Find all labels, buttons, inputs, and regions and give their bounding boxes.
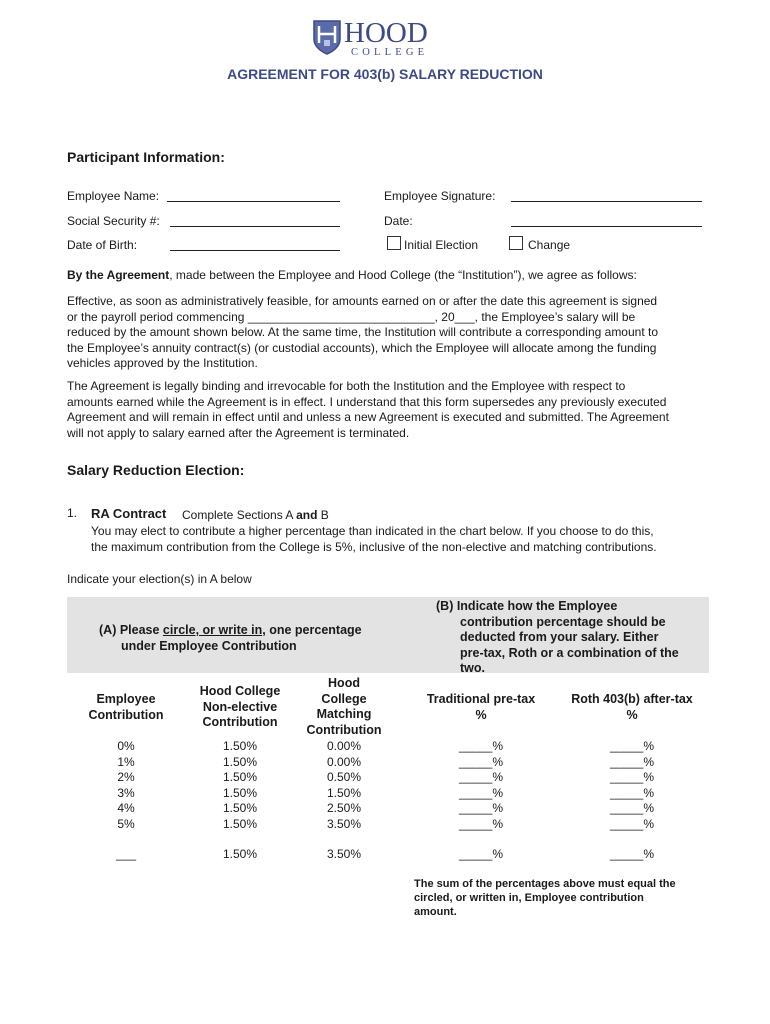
page-title: AGREEMENT FOR 403(b) SALARY REDUCTION xyxy=(227,66,543,82)
section-a-post: one percentage xyxy=(265,623,362,637)
header-pretax xyxy=(416,692,546,723)
header-line: % xyxy=(475,707,487,722)
signature-field[interactable] xyxy=(511,189,702,202)
employee-name-field[interactable] xyxy=(167,189,340,202)
pretax-input[interactable]: _____% xyxy=(458,816,504,831)
header-line: % xyxy=(626,707,638,722)
header-nonelective xyxy=(185,684,295,731)
roth-input[interactable]: _____% xyxy=(609,801,655,816)
hood-college-logo xyxy=(312,18,438,60)
employee-option[interactable]: 2% xyxy=(117,770,135,785)
agreement-paragraph-1 xyxy=(67,294,707,372)
paragraph-line: will not apply to salary earned after the Agreement is terminated. xyxy=(67,425,410,440)
initial-election-checkbox[interactable] xyxy=(387,236,401,250)
employee-option[interactable]: 4% xyxy=(117,801,135,816)
ssn-field[interactable] xyxy=(170,214,340,227)
nonelective-value: 1.50% xyxy=(222,801,258,816)
roth-input[interactable]: _____% xyxy=(609,739,655,753)
dob-label: Date of Birth: xyxy=(67,238,138,252)
header-line: Traditional pre-tax xyxy=(426,692,536,706)
table-footnote xyxy=(414,877,714,919)
ssn-label: Social Security #: xyxy=(67,214,160,228)
matching-value: 0.50% xyxy=(326,770,362,785)
section-b-line: contribution percentage should be xyxy=(460,614,666,629)
nonelective-value: 1.50% xyxy=(222,739,258,753)
header-line: Matching xyxy=(316,707,372,721)
pretax-column xyxy=(446,739,516,833)
header-line: Contribution xyxy=(306,722,382,737)
employee-name-label: Employee Name: xyxy=(67,189,160,203)
signature-label: Employee Signature: xyxy=(384,189,496,203)
paragraph-line: the Employee’s annuity contract(s) (or custodial accounts), which the Employee will allocate among the funding xyxy=(67,340,657,355)
change-checkbox[interactable] xyxy=(509,236,523,250)
footnote-line: circled, or written in, Employee contribution xyxy=(414,892,644,904)
item-title: RA Contract xyxy=(91,506,167,521)
pretax-input[interactable]: _____% xyxy=(458,801,504,816)
matching-value: 3.50% xyxy=(326,816,362,831)
header-matching xyxy=(294,676,394,738)
paragraph-line: reduced by the amount shown below. At the same time, the Institution will contribute a corresponding amount to xyxy=(67,325,659,340)
nonelective-value: 1.50% xyxy=(222,754,258,769)
dob-field[interactable] xyxy=(170,238,340,251)
paragraph-line: Effective, as soon as administratively feasible, for amounts earned on or after the date this agreement is signed xyxy=(67,294,658,308)
employee-option[interactable]: 5% xyxy=(117,816,135,831)
matching-value: 0.00% xyxy=(326,739,362,753)
header-line: Hood xyxy=(328,676,360,690)
header-line: Contribution xyxy=(88,707,164,722)
header-line: Contribution xyxy=(202,715,278,729)
item-description xyxy=(182,507,329,523)
item-desc-post: B xyxy=(317,508,329,522)
matching-value: 2.50% xyxy=(326,801,362,816)
employee-column xyxy=(96,739,156,833)
roth-input[interactable]: _____% xyxy=(609,816,655,831)
note-line: the maximum contribution from the College is 5%, inclusive of the non-elective and matching contributions. xyxy=(91,539,657,554)
header-line: Non-elective xyxy=(202,699,278,714)
agreement-intro-text: , made between the Employee and Hood College (the “Institution”), we agree as follows: xyxy=(169,268,637,282)
section-a-pre: (A) Please xyxy=(99,623,163,637)
item-desc-pre: Complete Sections A xyxy=(182,508,297,522)
section-a-underlined: circle, or write in, xyxy=(162,623,266,637)
header-line: Roth 403(b) after-tax xyxy=(571,692,693,706)
header-employee-contribution xyxy=(76,692,176,723)
paragraph-line: The Agreement is legally binding and irrevocable for both the Institution and the Employee with respect to xyxy=(67,379,626,393)
paragraph-line: vehicles approved by the Institution. xyxy=(67,356,258,371)
section-b-line: pre-tax, Roth or a combination of the xyxy=(460,645,679,660)
matching-column xyxy=(309,739,379,833)
paragraph-line: or the payroll period commencing ____________________________, 20___, the Employee’s salary will be xyxy=(67,309,636,324)
item-desc-and: and xyxy=(296,508,318,522)
section-a-text xyxy=(99,623,409,654)
note-line: You may elect to contribute a higher percentage than indicated in the chart below. If you choose to do this, xyxy=(91,524,654,538)
participant-heading: Participant Information: xyxy=(67,149,225,165)
item-note xyxy=(91,524,711,555)
header-line: Employee xyxy=(96,692,156,706)
footnote-line: amount. xyxy=(414,906,457,918)
pretax-input[interactable]: _____% xyxy=(458,770,504,785)
paragraph-line: amounts earned while the Agreement is in effect. I understand that this form supersedes any previously executed xyxy=(67,394,667,409)
pretax-input[interactable]: _____% xyxy=(458,739,504,753)
matching-write-in-value: 3.50% xyxy=(326,847,362,861)
agreement-intro xyxy=(67,268,707,284)
roth-column xyxy=(597,739,667,833)
footnote-line: The sum of the percentages above must equal the xyxy=(414,878,676,890)
agreement-intro-bold: By the Agreement xyxy=(67,268,170,282)
roth-input[interactable]: _____% xyxy=(609,754,655,769)
header-line: Hood College xyxy=(199,684,281,698)
section-a-line2: under Employee Contribution xyxy=(121,638,297,653)
header-line: College xyxy=(321,691,367,706)
shield-icon xyxy=(312,19,342,55)
section-b-line: deducted from your salary. Either xyxy=(460,630,659,644)
nonelective-write-in-value: 1.50% xyxy=(222,847,258,861)
logo-wordmark: HOOD xyxy=(344,17,428,49)
roth-input[interactable]: _____% xyxy=(609,770,655,785)
header-roth xyxy=(557,692,707,723)
paragraph-line: Agreement and will remain in effect until and unless a new Agreement is executed and submitted. The Agreement xyxy=(67,410,669,425)
matching-value: 1.50% xyxy=(326,785,362,800)
roth-input[interactable]: _____% xyxy=(609,785,655,800)
change-label: Change xyxy=(528,238,571,252)
logo-subtitle: COLLEGE xyxy=(351,47,429,58)
indicate-instruction: Indicate your election(s) in A below xyxy=(67,572,252,586)
pretax-input[interactable]: _____% xyxy=(458,785,504,800)
section-b-text xyxy=(436,599,706,677)
section-b-line: (B) Indicate how the Employee xyxy=(436,599,618,613)
employee-write-in[interactable]: ___ xyxy=(115,847,137,861)
election-heading: Salary Reduction Election: xyxy=(67,462,245,478)
pretax-write-in-input[interactable]: _____% xyxy=(458,847,504,861)
employee-option[interactable]: 1% xyxy=(117,754,135,769)
agreement-paragraph-2 xyxy=(67,379,707,441)
nonelective-value: 1.50% xyxy=(222,770,258,785)
roth-write-in-input[interactable]: _____% xyxy=(609,847,655,861)
nonelective-value: 1.50% xyxy=(222,785,258,800)
employee-option[interactable]: 0% xyxy=(117,739,135,753)
nonelective-value: 1.50% xyxy=(222,816,258,831)
section-b-line: two. xyxy=(460,661,485,675)
initial-election-label: Initial Election xyxy=(404,238,479,252)
matching-value: 0.00% xyxy=(326,754,362,769)
date-label: Date: xyxy=(384,214,413,228)
date-field[interactable] xyxy=(511,214,702,227)
nonelective-column xyxy=(205,739,275,833)
pretax-input[interactable]: _____% xyxy=(458,754,504,769)
item-number: 1. xyxy=(67,506,78,520)
employee-option[interactable]: 3% xyxy=(117,785,135,800)
